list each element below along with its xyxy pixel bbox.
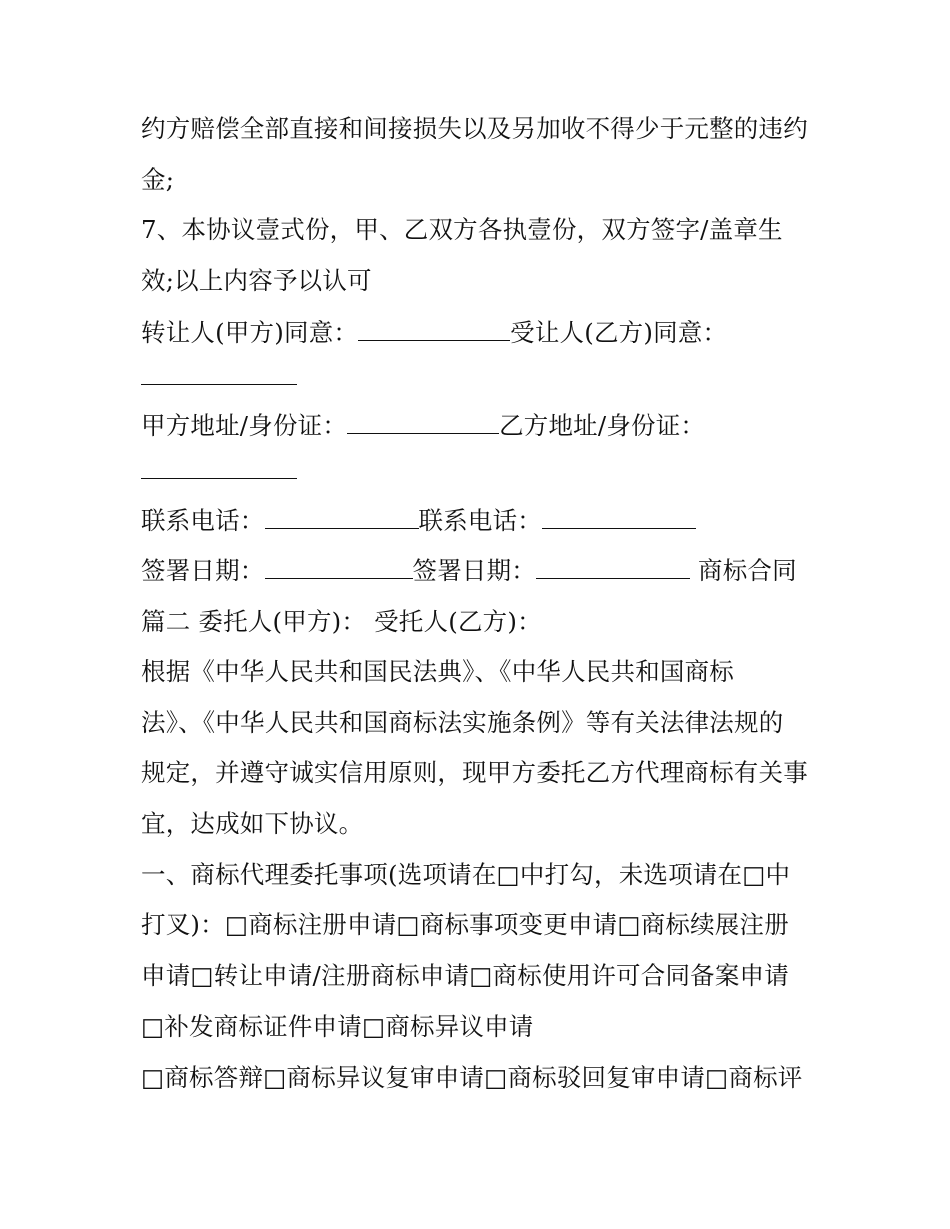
assignee-signature-line (141, 362, 297, 392)
party-b-address-label: 乙方地址/身份证： (499, 411, 706, 440)
text-line-3: 7、本协议壹式份，甲、乙双方各执壹份，双方签字/盖章生 (141, 215, 783, 244)
text-line-15: 宜，达成如下协议。 (141, 809, 364, 838)
party-a-address-label: 甲方地址/身份证： (141, 411, 348, 440)
party-b-address-blank (141, 456, 297, 479)
text-line-4: 效;以上内容予以认可 (141, 266, 372, 295)
party-b-address-line (141, 456, 297, 486)
assignee-signature-blank (141, 362, 297, 385)
text-line-11: 篇二 委托人(甲方)： 受托人(乙方)： (141, 607, 542, 636)
party-a-phone-blank (265, 506, 419, 529)
sign-date-line (141, 556, 797, 586)
text-line-16: 一、商标代理委托事项(选项请在□中打勾，未选项请在□中 (141, 860, 791, 889)
text-line-2: 金; (141, 165, 175, 194)
party-b-phone-label: 联系电话： (418, 506, 542, 535)
party-a-phone-label: 联系电话： (141, 506, 265, 535)
party-a-date-label: 签署日期： (141, 556, 265, 585)
text-line-12: 根据《中华人民共和国民法典》、《中华人民共和国商标 (141, 657, 734, 686)
text-line-18: 申请□转让申请/注册商标申请□商标使用许可合同备案申请 (141, 961, 789, 990)
contract-title-fragment: 商标合同 (690, 556, 797, 585)
party-a-date-blank (265, 556, 413, 579)
text-line-1: 约方赔偿全部直接和间接损失以及另加收不得少于元整的违约 (141, 114, 808, 143)
text-line-14: 规定，并遵守诚实信用原则，现甲方委托乙方代理商标有关事 (141, 758, 808, 787)
assignor-consent-line (141, 318, 727, 348)
party-b-date-blank (536, 556, 690, 579)
text-line-17: 打叉)：□商标注册申请□商标事项变更申请□商标续展注册 (141, 910, 789, 939)
party-b-phone-blank (542, 506, 696, 529)
assignor-signature-blank (358, 318, 510, 341)
phone-line (141, 506, 696, 536)
party-b-date-label: 签署日期： (412, 556, 536, 585)
text-line-20: □商标答辩□商标异议复审申请□商标驳回复审申请□商标评 (141, 1063, 803, 1092)
text-line-13: 法》、《中华人民共和国商标法实施条例》等有关法律法规的 (141, 708, 784, 737)
assignee-consent-label: 受让人(乙方)同意： (510, 318, 728, 347)
text-line-19: □补发商标证件申请□商标异议申请 (141, 1012, 534, 1041)
party-a-address-blank (347, 411, 499, 434)
address-id-line (141, 411, 705, 441)
assignor-consent-label: 转让人(甲方)同意： (141, 318, 359, 347)
